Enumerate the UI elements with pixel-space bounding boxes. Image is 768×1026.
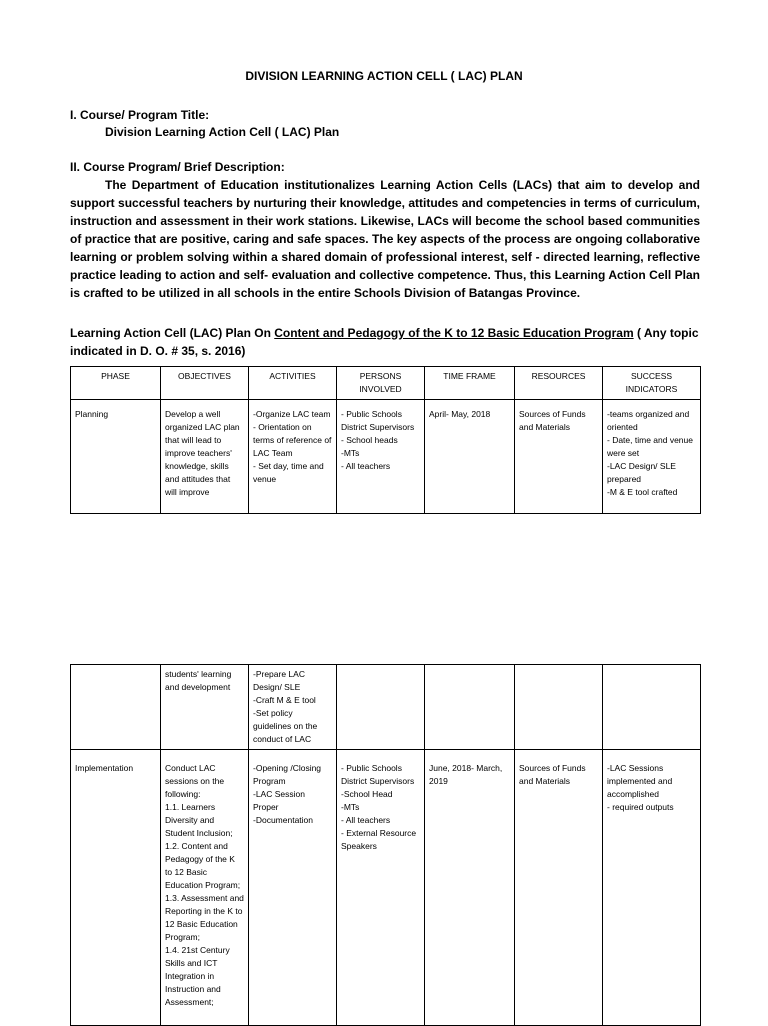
cell-phase [71, 665, 161, 750]
cell-resources [515, 665, 603, 750]
topic-prefix: Learning Action Cell (LAC) Plan On [70, 326, 275, 340]
header-phase: PHASE [71, 367, 161, 400]
cell-persons: - Public Schools District Supervisors -School Head -MTs - All teachers - External Resource Speakers [337, 750, 425, 1026]
lac-plan-table [70, 366, 701, 514]
cell-time-frame [425, 665, 515, 750]
header-persons-involved: PERSONS INVOLVED [337, 367, 425, 400]
cell-indicators [603, 665, 701, 750]
header-objectives: OBJECTIVES [161, 367, 249, 400]
cell-activities: -Prepare LAC Design/ SLE -Craft M & E tool -Set policy guidelines on the conduct of LAC [249, 665, 337, 750]
program-title-value: Division Learning Action Cell ( LAC) Plan [105, 125, 340, 139]
section-2-heading: II. Course Program/ Brief Description: [70, 160, 285, 174]
lac-plan-table-continued [70, 664, 701, 1026]
table-header-row [71, 367, 701, 400]
section-1-heading: I. Course/ Program Title: [70, 108, 210, 122]
cell-resources: Sources of Funds and Materials [515, 750, 603, 1026]
cell-indicators: -teams organized and oriented - Date, time and venue were set -LAC Design/ SLE prepared -M & E tool crafted [603, 400, 701, 514]
cell-objectives: students' learning and development [161, 665, 249, 750]
header-resources: RESOURCES [515, 367, 603, 400]
cell-activities: -Organize LAC team - Orientation on terms of reference of LAC Team - Set day, time and venue [249, 400, 337, 514]
cell-activities: -Opening /Closing Program -LAC Session Proper -Documentation [249, 750, 337, 1026]
cell-persons: - Public Schools District Supervisors - School heads -MTs - All teachers [337, 400, 425, 514]
header-success-indicators: SUCCESS INDICATORS [603, 367, 701, 400]
cell-phase: Planning [71, 400, 161, 514]
cell-objectives: Develop a well organized LAC plan that will lead to improve teachers' knowledge, skills and attitudes that will improve [161, 400, 249, 514]
document-title: DIVISION LEARNING ACTION CELL ( LAC) PLAN [245, 69, 523, 83]
cell-indicators: -LAC Sessions implemented and accomplished - required outputs [603, 750, 701, 1026]
header-activities: ACTIVITIES [249, 367, 337, 400]
topic-suffix: ( Any topic indicated in D. O. # 35, s. 2016) [70, 326, 699, 358]
topic-underlined: Content and Pedagogy of the K to 12 Basic Education Program [274, 326, 634, 340]
cell-phase: Implementation [71, 750, 161, 1026]
table-row [71, 665, 701, 750]
header-time-frame: TIME FRAME [425, 367, 515, 400]
brief-description: The Department of Education institutionalizes Learning Action Cells (LACs) that aim to develop and support successful teachers by nurturing their knowledge, attitudes and competencies in terms of curriculum, instruction and assessment in their work stations. Likewise, LACs will become the school based communities of practice that are positive, caring and safe spaces. The key aspects of the process are ongoing collaborative learning or problem solving within a shared domain of professional interest, self - directed learning, reflective practice leading to action and self- evaluation and collective competence. Thus, this Learning Action Cell Plan is crafted to be utilized in all schools in the entire Schools Division of Batangas Province. [70, 178, 700, 300]
cell-objectives: Conduct LAC sessions on the following: 1.1. Learners Diversity and Student Inclusion; 1.2. Content and Pedagogy of the K to 12 Basic Education Program; 1.3. Assessment and Reporting in the K to 12 Basic Education Program; 1.4. 21st Century Skills and ICT Integration in Instruction and Assessment; [161, 750, 249, 1026]
cell-time-frame: April- May, 2018 [425, 400, 515, 514]
table-row [71, 750, 701, 1026]
lac-topic-line [70, 324, 710, 360]
cell-time-frame: June, 2018- March, 2019 [425, 750, 515, 1026]
table-row [71, 400, 701, 514]
cell-resources: Sources of Funds and Materials [515, 400, 603, 514]
cell-persons [337, 665, 425, 750]
